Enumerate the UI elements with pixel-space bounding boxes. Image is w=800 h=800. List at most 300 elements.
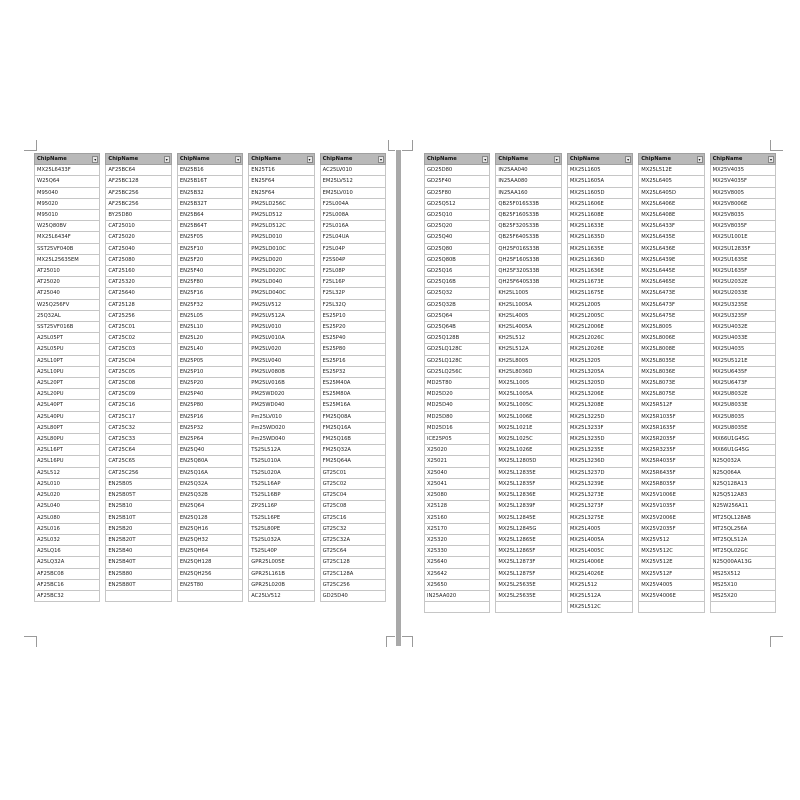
column-header-chipname[interactable] [35, 154, 100, 165]
chip-name-cell[interactable]: TS25L80PE [249, 523, 314, 534]
chip-name-cell[interactable]: MX25L3235D [567, 434, 632, 445]
chip-name-cell[interactable]: F25L08P [320, 266, 385, 277]
chip-name-cell[interactable]: GD25F80 [425, 187, 490, 198]
chip-name-cell[interactable]: PM25LV512 [249, 299, 314, 310]
chip-name-cell[interactable]: CAT25256 [106, 310, 171, 321]
chip-name-cell[interactable]: MD25T80 [425, 378, 490, 389]
chip-name-cell[interactable]: GT25C128 [320, 557, 385, 568]
chip-name-cell[interactable]: MX25L1636D [567, 254, 632, 265]
chip-name-cell[interactable]: MX25L12845G [496, 523, 561, 534]
chip-name-cell[interactable]: MX25L12865E [496, 534, 561, 545]
chip-name-cell[interactable]: MX25U8033E [710, 400, 775, 411]
chip-name-cell[interactable]: IN25AA080 [496, 176, 561, 187]
chip-name-cell[interactable]: A25LQ16 [35, 546, 100, 557]
chip-name-cell[interactable]: CAT25C32 [106, 422, 171, 433]
chip-name-cell[interactable]: MX25L12835E [496, 467, 561, 478]
chip-name-cell[interactable]: AF25BC128 [106, 176, 171, 187]
chip-name-cell[interactable]: GD25D40 [320, 590, 385, 601]
chip-name-cell[interactable]: MX25U4033E [710, 333, 775, 344]
column-header-chipname[interactable] [425, 154, 490, 165]
chip-name-cell[interactable]: MX25R1635F [639, 422, 704, 433]
chip-name-cell[interactable]: MX25V4006E [639, 590, 704, 601]
chip-name-cell[interactable]: ES25P40 [320, 333, 385, 344]
chip-name-cell[interactable]: SST25VF016B [35, 322, 100, 333]
chip-name-cell[interactable]: MX25V512 [639, 534, 704, 545]
chip-name-cell[interactable]: A25L80PT [35, 422, 100, 433]
chip-name-cell[interactable]: CAT25C01 [106, 322, 171, 333]
chip-name-cell[interactable]: GT25C128A [320, 568, 385, 579]
chip-name-cell[interactable]: GD25Q20 [425, 221, 490, 232]
chip-name-cell[interactable]: SST25VF040B [35, 243, 100, 254]
chip-name-cell[interactable]: A25L010 [35, 478, 100, 489]
chip-name-cell[interactable]: GD25Q512 [425, 198, 490, 209]
column-header-chipname[interactable] [177, 154, 242, 165]
chip-name-cell[interactable]: EN25B32 [177, 187, 242, 198]
chip-name-cell[interactable]: MX25L2026C [567, 333, 632, 344]
chip-name-cell[interactable]: EN25F80 [177, 277, 242, 288]
chip-name-cell[interactable]: FM25Q16B [320, 434, 385, 445]
chip-name-cell[interactable]: MX25L8006E [639, 333, 704, 344]
chip-name-cell[interactable]: EN25B80 [106, 568, 171, 579]
chip-name-cell[interactable]: MX25R1035F [639, 411, 704, 422]
chip-name-cell[interactable]: A25L05PT [35, 333, 100, 344]
chip-name-cell[interactable]: MX25L8036E [639, 366, 704, 377]
chip-name-cell[interactable]: ES25P20 [320, 322, 385, 333]
chip-name-cell[interactable]: PM25LD040C [249, 288, 314, 299]
chip-name-cell[interactable]: MX25L6473F [639, 299, 704, 310]
chip-name-cell[interactable]: EN25P40 [177, 389, 242, 400]
chip-name-cell[interactable]: A25L080 [35, 512, 100, 523]
chip-name-cell[interactable]: EN25P16 [177, 411, 242, 422]
chip-name-cell[interactable]: MX25L3235E [567, 445, 632, 456]
chip-name-cell[interactable]: GD25D80 [425, 165, 490, 176]
chip-name-cell[interactable]: MX25L8005 [639, 322, 704, 333]
chip-name-cell[interactable] [177, 590, 242, 601]
chip-name-cell[interactable] [710, 602, 775, 613]
chip-name-cell[interactable]: CAT25128 [106, 299, 171, 310]
chip-name-cell[interactable]: MX25L1006E [496, 411, 561, 422]
chip-name-cell[interactable] [639, 602, 704, 613]
chip-name-cell[interactable]: MX25L4005C [567, 546, 632, 557]
chip-name-cell[interactable]: EN25Q64 [177, 501, 242, 512]
chip-name-cell[interactable]: QH25F016S33B [496, 243, 561, 254]
chip-name-cell[interactable]: QB25F640S33B [496, 232, 561, 243]
chip-name-cell[interactable]: EN25F32 [177, 299, 242, 310]
chip-name-cell[interactable]: MX25U3235F [710, 310, 775, 321]
chip-name-cell[interactable]: EN25F16 [177, 288, 242, 299]
chip-name-cell[interactable]: MX25U8032E [710, 389, 775, 400]
chip-name-cell[interactable]: PM25LV016B [249, 378, 314, 389]
chip-name-cell[interactable]: MX25L3225D [567, 411, 632, 422]
chip-name-cell[interactable]: AF25BC32 [35, 590, 100, 601]
chip-name-cell[interactable]: MX25L4026E [567, 568, 632, 579]
chip-name-cell[interactable]: X25021 [425, 456, 490, 467]
chip-name-cell[interactable]: MX25V4035F [710, 176, 775, 187]
chip-name-cell[interactable]: MX25L6473E [639, 288, 704, 299]
chip-name-cell[interactable]: EN25F05 [177, 232, 242, 243]
chip-name-cell[interactable]: EN25P80 [177, 400, 242, 411]
chip-name-cell[interactable]: AC25LV512 [249, 590, 314, 601]
chip-name-cell[interactable]: MX25L4006E [567, 557, 632, 568]
chip-name-cell[interactable]: EN25Q40 [177, 445, 242, 456]
chip-name-cell[interactable]: MT25QL128AB [710, 512, 775, 523]
chip-name-cell[interactable]: MX25L6434F [35, 232, 100, 243]
chip-name-cell[interactable]: MX25L1633E [567, 221, 632, 232]
chip-name-cell[interactable]: A25L16PT [35, 445, 100, 456]
chip-name-cell[interactable]: GPR25L005E [249, 557, 314, 568]
chip-name-cell[interactable]: MX25L1675E [567, 288, 632, 299]
chip-name-cell[interactable]: X25080 [425, 490, 490, 501]
chip-name-cell[interactable]: EN25F64 [249, 187, 314, 198]
chip-name-cell[interactable]: 25Q32AL [35, 310, 100, 321]
chip-name-cell[interactable]: X25642 [425, 568, 490, 579]
chip-name-cell[interactable]: CAT25C03 [106, 344, 171, 355]
chip-name-cell[interactable]: MX25U2032E [710, 277, 775, 288]
chip-name-cell[interactable]: PM25LD010 [249, 232, 314, 243]
chip-name-cell[interactable]: MT25QL512A [710, 534, 775, 545]
chip-name-cell[interactable] [496, 602, 561, 613]
chip-name-cell[interactable]: CAT25160 [106, 266, 171, 277]
chip-name-cell[interactable]: MD25D16 [425, 422, 490, 433]
chip-name-cell[interactable]: MX25U3235E [710, 299, 775, 310]
chip-name-cell[interactable]: ES25M40A [320, 378, 385, 389]
chip-name-cell[interactable]: GD25Q32 [425, 288, 490, 299]
chip-name-cell[interactable]: MX25L512A [567, 590, 632, 601]
chip-name-cell[interactable]: MX25U4035 [710, 344, 775, 355]
chip-name-cell[interactable]: MX25L1605A [567, 176, 632, 187]
chip-name-cell[interactable]: X25128 [425, 501, 490, 512]
chip-name-cell[interactable]: Pm25WD040 [249, 434, 314, 445]
chip-name-cell[interactable] [425, 602, 490, 613]
chip-name-cell[interactable]: A25L020 [35, 490, 100, 501]
chip-name-cell[interactable]: TS25L010A [249, 456, 314, 467]
chip-name-cell[interactable]: EN25QH16 [177, 523, 242, 534]
chip-name-cell[interactable]: MX25V8035F [710, 221, 775, 232]
chip-name-cell[interactable]: CAT25C04 [106, 355, 171, 366]
chip-name-cell[interactable]: MX25L2026E [567, 344, 632, 355]
chip-name-cell[interactable]: MS25X20 [710, 590, 775, 601]
chip-name-cell[interactable]: ES25P16 [320, 355, 385, 366]
chip-name-cell[interactable]: FM25Q16A [320, 422, 385, 433]
filter-dropdown-icon[interactable]: ▾ [769, 157, 772, 162]
chip-name-cell[interactable]: MX25L1606E [567, 198, 632, 209]
chip-name-cell[interactable]: MX25V4005 [639, 579, 704, 590]
chip-name-cell[interactable]: GD25LQ256C [425, 366, 490, 377]
chip-name-cell[interactable]: FM25Q32A [320, 445, 385, 456]
chip-name-cell[interactable]: X25330 [425, 546, 490, 557]
chip-name-cell[interactable]: PM25LV010 [249, 322, 314, 333]
filter-dropdown-icon[interactable]: ▾ [555, 157, 558, 162]
chip-name-cell[interactable]: MX25L12805D [496, 456, 561, 467]
chip-name-cell[interactable]: MX25L6439E [639, 254, 704, 265]
chip-name-cell[interactable]: GT25C16 [320, 512, 385, 523]
chip-name-cell[interactable]: MX25V2006E [639, 512, 704, 523]
chip-name-cell[interactable]: KH25L8036D [496, 366, 561, 377]
chip-name-cell[interactable]: ES25P32 [320, 366, 385, 377]
chip-name-cell[interactable]: MX25R4035F [639, 456, 704, 467]
chip-name-cell[interactable]: MX25L3273F [567, 501, 632, 512]
chip-name-cell[interactable]: MX25V1006E [639, 490, 704, 501]
chip-name-cell[interactable]: PM25LD512 [249, 210, 314, 221]
chip-name-cell[interactable]: A25L16PU [35, 456, 100, 467]
chip-name-cell[interactable]: PM25LV040 [249, 355, 314, 366]
chip-name-cell[interactable]: MS25X10 [710, 579, 775, 590]
chip-name-cell[interactable]: PM25LV010A [249, 333, 314, 344]
chip-name-cell[interactable]: EN25Q16A [177, 467, 242, 478]
chip-name-cell[interactable]: X25320 [425, 534, 490, 545]
chip-name-cell[interactable]: W25Q64 [35, 176, 100, 187]
chip-name-cell[interactable]: CAT25320 [106, 277, 171, 288]
chip-name-cell[interactable]: GD25Q10 [425, 210, 490, 221]
chip-name-cell[interactable]: MX25L3205A [567, 366, 632, 377]
chip-name-cell[interactable]: CAT25040 [106, 243, 171, 254]
chip-name-cell[interactable]: F25L04UA [320, 232, 385, 243]
chip-name-cell[interactable]: MX25V8035 [710, 210, 775, 221]
chip-name-cell[interactable]: EN25L10 [177, 322, 242, 333]
chip-name-cell[interactable]: EN25B05 [106, 478, 171, 489]
chip-name-cell[interactable]: QH25F320S33B [496, 266, 561, 277]
chip-name-cell[interactable]: AC25LV010 [320, 165, 385, 176]
chip-name-cell[interactable]: MX25L6405D [639, 187, 704, 198]
filter-dropdown-icon[interactable]: ▾ [484, 157, 487, 162]
chip-name-cell[interactable]: MX25U2033E [710, 288, 775, 299]
chip-name-cell[interactable]: CAT25C17 [106, 411, 171, 422]
chip-name-cell[interactable]: GD25Q64 [425, 310, 490, 321]
chip-name-cell[interactable]: GD25Q16B [425, 277, 490, 288]
chip-name-cell[interactable]: EN25L40 [177, 344, 242, 355]
chip-name-cell[interactable]: Pm25WD020 [249, 422, 314, 433]
filter-dropdown-icon[interactable]: ▾ [627, 157, 630, 162]
chip-name-cell[interactable]: MX25L512C [567, 602, 632, 613]
chip-name-cell[interactable]: X25020 [425, 445, 490, 456]
chip-name-cell[interactable]: N25Q00AA13G [710, 557, 775, 568]
chip-name-cell[interactable]: EN25F64 [249, 176, 314, 187]
chip-name-cell[interactable]: GPR25L161B [249, 568, 314, 579]
chip-name-cell[interactable]: MX25L1673E [567, 277, 632, 288]
chip-name-cell[interactable]: MX25L12836E [496, 490, 561, 501]
chip-name-cell[interactable]: MX25L1636E [567, 266, 632, 277]
chip-name-cell[interactable]: MX25L1635D [567, 232, 632, 243]
chip-name-cell[interactable]: CAT25C02 [106, 333, 171, 344]
chip-name-cell[interactable]: MX25L8008E [639, 344, 704, 355]
chip-name-cell[interactable]: CAT25020 [106, 232, 171, 243]
chip-name-cell[interactable]: MX25V8006E [710, 198, 775, 209]
chip-name-cell[interactable]: MD25D80 [425, 411, 490, 422]
chip-name-cell[interactable]: M95010 [35, 210, 100, 221]
chip-name-cell[interactable]: AT25020 [35, 277, 100, 288]
chip-name-cell[interactable]: GT25C32A [320, 534, 385, 545]
chip-name-cell[interactable]: MX25R2035F [639, 434, 704, 445]
chip-name-cell[interactable]: MX25U12835F [710, 243, 775, 254]
chip-name-cell[interactable]: EN25Q80A [177, 456, 242, 467]
chip-name-cell[interactable]: EN25Q128 [177, 512, 242, 523]
chip-name-cell[interactable]: MX25L6405 [639, 176, 704, 187]
chip-name-cell[interactable]: MX25L12835F [496, 478, 561, 489]
chip-name-cell[interactable]: GD25F40 [425, 176, 490, 187]
chip-name-cell[interactable]: EM25LV010 [320, 187, 385, 198]
chip-name-cell[interactable]: EN25QH32 [177, 534, 242, 545]
chip-name-cell[interactable]: MX25V4035 [710, 165, 775, 176]
chip-name-cell[interactable]: MX25L25635E [496, 590, 561, 601]
chip-name-cell[interactable]: QH25F160S33B [496, 254, 561, 265]
chip-name-cell[interactable]: MX25U8035E [710, 422, 775, 433]
chip-name-cell[interactable]: CAT25C09 [106, 389, 171, 400]
chip-name-cell[interactable]: F25L32P [320, 288, 385, 299]
chip-name-cell[interactable]: F25L04P [320, 243, 385, 254]
chip-name-cell[interactable]: MS25X512 [710, 568, 775, 579]
chip-name-cell[interactable]: EN25B40 [106, 546, 171, 557]
chip-name-cell[interactable]: MX25V1035F [639, 501, 704, 512]
chip-name-cell[interactable]: EN25B32T [177, 198, 242, 209]
chip-name-cell[interactable]: MX25L512 [567, 579, 632, 590]
chip-name-cell[interactable]: AT25010 [35, 266, 100, 277]
chip-name-cell[interactable]: CAT25080 [106, 254, 171, 265]
chip-name-cell[interactable]: EN25T80 [177, 579, 242, 590]
chip-name-cell[interactable]: A25L512 [35, 467, 100, 478]
chip-name-cell[interactable]: KH25L1005A [496, 299, 561, 310]
chip-name-cell[interactable]: EN25F20 [177, 254, 242, 265]
chip-name-cell[interactable]: MX25L2006E [567, 322, 632, 333]
chip-name-cell[interactable]: GD25Q32B [425, 299, 490, 310]
chip-name-cell[interactable]: CAT25C08 [106, 378, 171, 389]
chip-name-cell[interactable]: MT25QL02GC [710, 546, 775, 557]
chip-name-cell[interactable]: MX25L12865F [496, 546, 561, 557]
chip-name-cell[interactable]: A25L10PT [35, 355, 100, 366]
chip-name-cell[interactable]: EN25B16 [177, 165, 242, 176]
chip-name-cell[interactable]: MX66U1G45G [710, 445, 775, 456]
chip-name-cell[interactable]: MX25L3233F [567, 422, 632, 433]
chip-name-cell[interactable]: EN25Q32B [177, 490, 242, 501]
filter-dropdown-icon[interactable]: ▾ [94, 157, 97, 162]
chip-name-cell[interactable]: MX25U1635E [710, 254, 775, 265]
chip-name-cell[interactable]: EN25B16T [177, 176, 242, 187]
chip-name-cell[interactable]: MX25L3273E [567, 490, 632, 501]
chip-name-cell[interactable]: MX25L12875F [496, 568, 561, 579]
chip-name-cell[interactable]: MX25L2005 [567, 299, 632, 310]
chip-name-cell[interactable]: EN25B20T [106, 534, 171, 545]
chip-name-cell[interactable]: GD25Q16 [425, 266, 490, 277]
chip-name-cell[interactable]: MX25L6475E [639, 310, 704, 321]
chip-name-cell[interactable]: CAT25C33 [106, 434, 171, 445]
chip-name-cell[interactable]: CAT25C256 [106, 467, 171, 478]
chip-name-cell[interactable]: F25L004A [320, 198, 385, 209]
chip-name-cell[interactable]: MX25L3206E [567, 389, 632, 400]
chip-name-cell[interactable]: GT25C256 [320, 579, 385, 590]
chip-name-cell[interactable] [106, 590, 171, 601]
chip-name-cell[interactable]: MX25L6445E [639, 266, 704, 277]
chip-name-cell[interactable]: TS25L512A [249, 445, 314, 456]
chip-name-cell[interactable]: GD25Q40 [425, 232, 490, 243]
chip-name-cell[interactable]: EN25P64 [177, 434, 242, 445]
chip-name-cell[interactable]: MX25L4005 [567, 523, 632, 534]
chip-name-cell[interactable]: W25Q80BV [35, 221, 100, 232]
chip-name-cell[interactable]: AF25BC08 [35, 568, 100, 579]
chip-name-cell[interactable]: EN25B80T [106, 579, 171, 590]
chip-name-cell[interactable]: GT25C02 [320, 478, 385, 489]
chip-name-cell[interactable]: GD25Q64B [425, 322, 490, 333]
chip-name-cell[interactable]: FM25Q64A [320, 456, 385, 467]
chip-name-cell[interactable]: MX25V512F [639, 568, 704, 579]
chip-name-cell[interactable]: EN25P32 [177, 422, 242, 433]
chip-name-cell[interactable]: N25W256A11 [710, 501, 775, 512]
chip-name-cell[interactable]: EN25B05T [106, 490, 171, 501]
chip-name-cell[interactable]: MX25L8073E [639, 378, 704, 389]
chip-name-cell[interactable]: X25040 [425, 467, 490, 478]
chip-name-cell[interactable]: MX25U6473F [710, 378, 775, 389]
chip-name-cell[interactable]: MX25L3239E [567, 478, 632, 489]
chip-name-cell[interactable]: EN25L20 [177, 333, 242, 344]
chip-name-cell[interactable]: MD25D40 [425, 400, 490, 411]
chip-name-cell[interactable]: MT25QL256A [710, 523, 775, 534]
chip-name-cell[interactable]: TS25L16PE [249, 512, 314, 523]
chip-name-cell[interactable]: PM25LV080B [249, 366, 314, 377]
chip-name-cell[interactable]: KH25L8005 [496, 355, 561, 366]
chip-name-cell[interactable]: CAT25C05 [106, 366, 171, 377]
chip-name-cell[interactable]: MX25L3205 [567, 355, 632, 366]
chip-name-cell[interactable]: IN25AA020 [425, 590, 490, 601]
chip-name-cell[interactable]: KH25L4005A [496, 322, 561, 333]
chip-name-cell[interactable]: A25L20PT [35, 378, 100, 389]
chip-name-cell[interactable]: A25L40PT [35, 400, 100, 411]
page-separator-bar[interactable] [396, 150, 401, 646]
chip-name-cell[interactable]: EN25P20 [177, 378, 242, 389]
chip-name-cell[interactable]: N25Q032A [710, 456, 775, 467]
chip-name-cell[interactable]: MX25V8005 [710, 187, 775, 198]
chip-name-cell[interactable]: MX25L25635EM [35, 254, 100, 265]
chip-name-cell[interactable]: F25L16P [320, 277, 385, 288]
chip-name-cell[interactable]: MX25U1001E [710, 232, 775, 243]
chip-name-cell[interactable]: QH25F640S33B [496, 277, 561, 288]
chip-name-cell[interactable]: MX25L3208E [567, 400, 632, 411]
chip-name-cell[interactable]: N25Q128A13 [710, 478, 775, 489]
chip-name-cell[interactable]: MX25L2005C [567, 310, 632, 321]
chip-name-cell[interactable]: KH25L1005 [496, 288, 561, 299]
chip-name-cell[interactable]: GT25C04 [320, 490, 385, 501]
chip-name-cell[interactable]: EN25P05 [177, 355, 242, 366]
chip-name-cell[interactable]: ZP25L16P [249, 501, 314, 512]
chip-name-cell[interactable]: EN25QH256 [177, 568, 242, 579]
chip-name-cell[interactable]: A25LQ32A [35, 557, 100, 568]
chip-name-cell[interactable]: AF25BC256 [106, 187, 171, 198]
chip-name-cell[interactable]: PM25LD010C [249, 243, 314, 254]
chip-name-cell[interactable]: KH25L4005 [496, 310, 561, 321]
chip-name-cell[interactable]: MX25U6435F [710, 366, 775, 377]
chip-name-cell[interactable]: X25041 [425, 478, 490, 489]
chip-name-cell[interactable]: GT25C08 [320, 501, 385, 512]
filter-dropdown-icon[interactable]: ▾ [237, 157, 240, 162]
column-header-chipname[interactable] [710, 154, 775, 165]
chip-name-cell[interactable]: MX25L3205D [567, 378, 632, 389]
chip-name-cell[interactable]: MX25L512E [639, 165, 704, 176]
chip-name-cell[interactable]: EN25QH128 [177, 557, 242, 568]
chip-name-cell[interactable]: F25S04P [320, 254, 385, 265]
chip-name-cell[interactable]: PM25LD020 [249, 254, 314, 265]
chip-name-cell[interactable]: GPR25L020B [249, 579, 314, 590]
chip-name-cell[interactable]: EN25B10T [106, 512, 171, 523]
chip-name-cell[interactable]: PM25LD040 [249, 277, 314, 288]
filter-dropdown-icon[interactable]: ▾ [165, 157, 168, 162]
chip-name-cell[interactable]: TS25L16AP [249, 478, 314, 489]
chip-name-cell[interactable]: MX25L6465E [639, 277, 704, 288]
chip-name-cell[interactable]: MX25L25635E [496, 579, 561, 590]
chip-name-cell[interactable]: KH25L512A [496, 344, 561, 355]
chip-name-cell[interactable]: MX25L12839F [496, 501, 561, 512]
column-header-chipname[interactable] [320, 154, 385, 165]
chip-name-cell[interactable]: TS25L032A [249, 534, 314, 545]
chip-name-cell[interactable]: IN25AA160 [496, 187, 561, 198]
chip-name-cell[interactable]: MX25L1025C [496, 434, 561, 445]
chip-name-cell[interactable]: EN25F10 [177, 243, 242, 254]
